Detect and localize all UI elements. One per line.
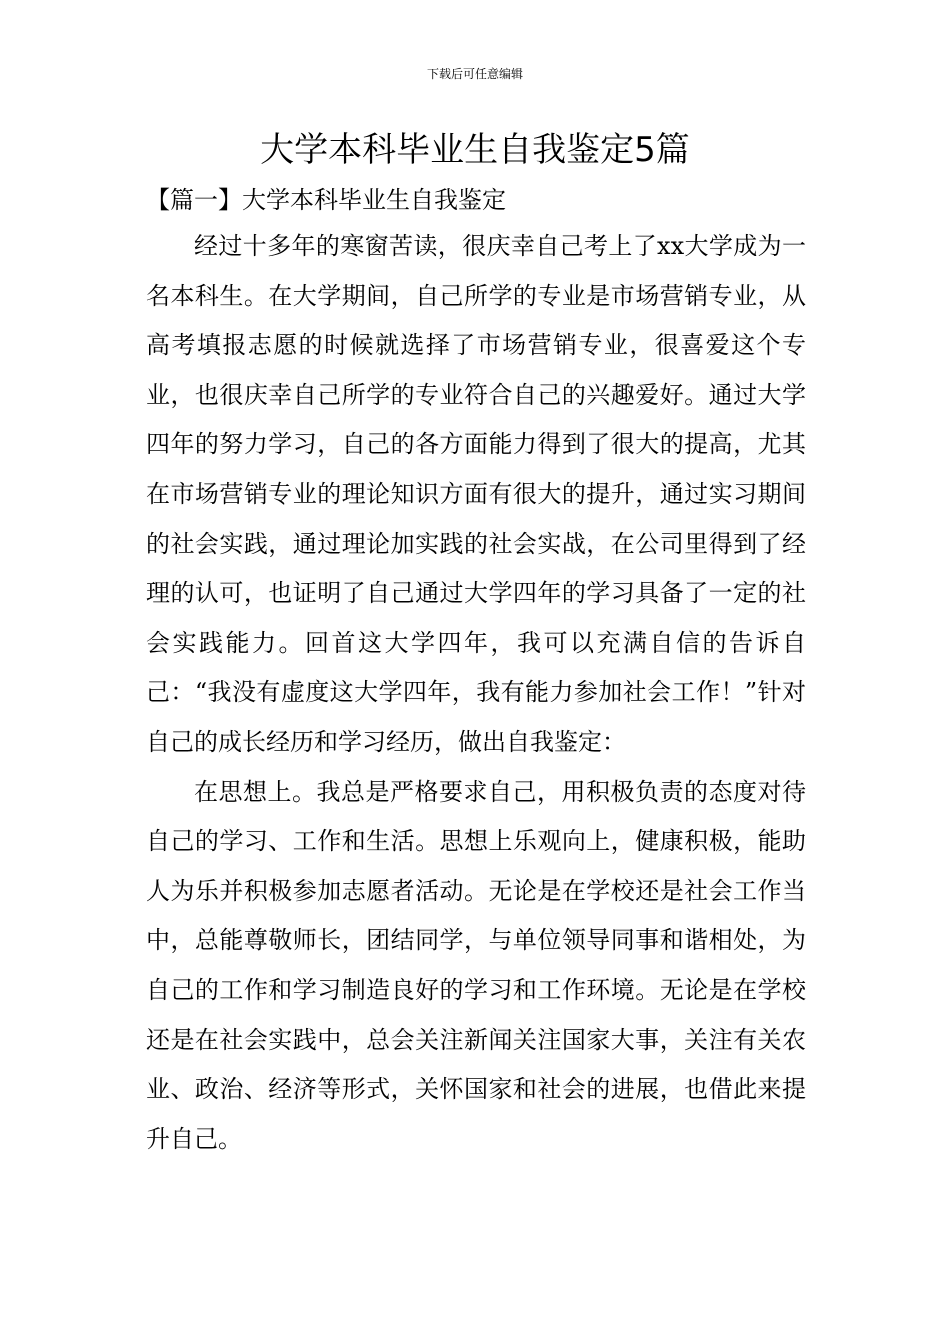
- paragraph-intro: 经过十多年的寒窗苦读，很庆幸自己考上了xx大学成为一名本科生。在大学期间，自己所学的专业是市场营销专业，从高考填报志愿的时候就选择了市场营销专业，很喜爱这个专业，也很庆幸自己所学的专业符合自己的兴趣爱好。通过大学四年的努力学习，自己的各方面能力得到了很大的提高，尤其在市场营销专业的理论知识方面有很大的提升，通过实习期间的社会实践，通过理论加实践的社会实战，在公司里得到了经理的认可，也证明了自己通过大学四年的学习具备了一定的社会实践能力。回首这大学四年，我可以充满自信的告诉自己：“我没有虚度这大学四年，我有能力参加社会工作！”针对自己的成长经历和学习经历，做出自我鉴定：: [146, 232, 806, 756]
- body-text: [146, 222, 806, 1164]
- paragraph-thought: 在思想上。我总是严格要求自己，用积极负责的态度对待自己的学习、工作和生活。思想上乐观向上，健康积极，能助人为乐并积极参加志愿者活动。无论是在学校还是社会工作当中，总能尊敬师长，团结同学，与单位领导同事和谐相处，为自己的工作和学习制造良好的学习和工作环境。无论是在学校还是在社会实践中，总会关注新闻关注国家大事，关注有关农业、政治、经济等形式，关怀国家和社会的进展，也借此来提升自己。: [146, 777, 806, 1153]
- section-heading: 【篇一】大学本科毕业生自我鉴定: [146, 186, 506, 214]
- header-note: 下载后可任意编辑: [426, 67, 523, 81]
- document-title: 大学本科毕业生自我鉴定5篇: [260, 130, 690, 170]
